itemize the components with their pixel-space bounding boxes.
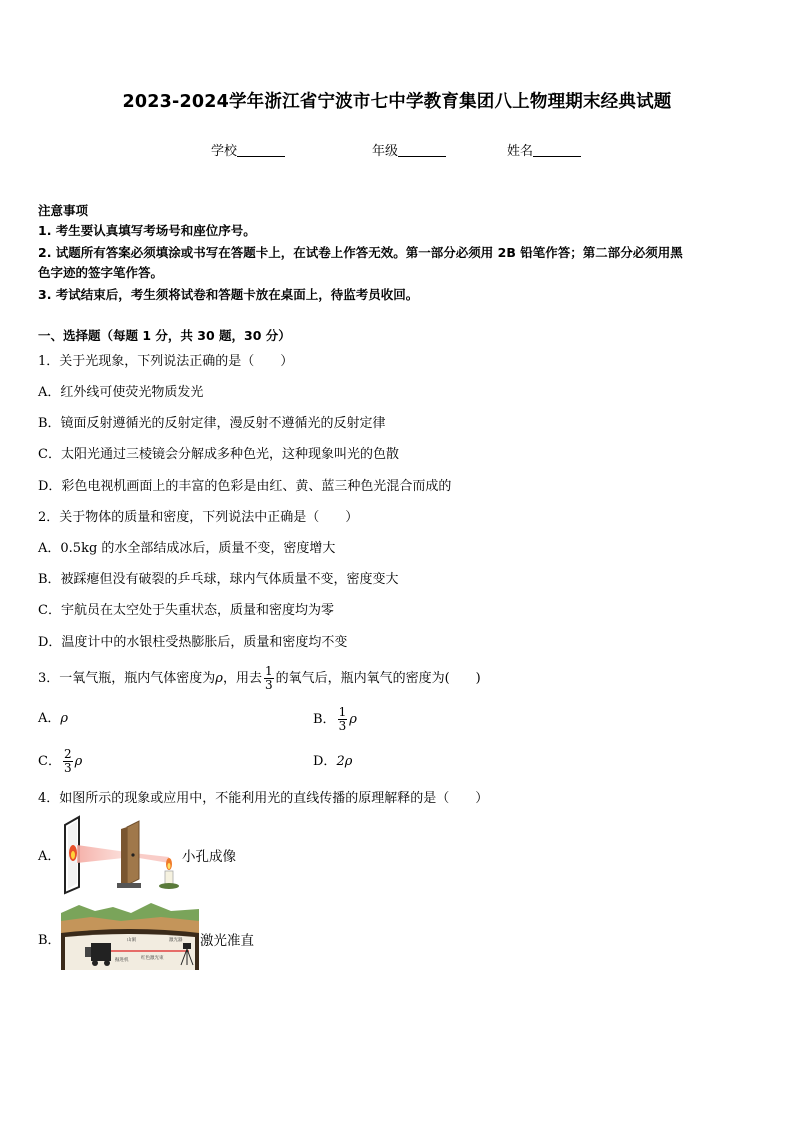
notice-item-3: 3. 考试结束后，考生须将试卷和答题卡放在桌面上，待监考员收回。 (38, 287, 419, 302)
grade-field (372, 140, 446, 159)
grade-blank (398, 143, 446, 157)
q4-option-a-caption: 小孔成像 (182, 849, 236, 865)
q3-option-d-label: D． (313, 754, 337, 769)
q2-option-c: C．宇航员在太空处于失重状态，质量和密度均为零 (38, 603, 334, 618)
notice-heading: 注意事项 (38, 203, 89, 218)
q3-option-b-num: 1 (338, 705, 347, 719)
q3-option-c-label: C． (38, 754, 61, 769)
pinhole-camera-illustration (61, 815, 181, 895)
q3-option-b-den: 3 (338, 719, 347, 733)
q3-rho: ρ (215, 671, 223, 686)
q4-option-b-caption: 激光准直 (200, 933, 254, 949)
q3-option-b-rho: ρ (349, 712, 357, 727)
q2-option-b: B．被踩瘪但没有破裂的乒乓球，球内气体质量不变，密度变大 (38, 572, 399, 587)
section-heading: 一、选择题（每题 1 分，共 30 题，30 分） (38, 328, 291, 343)
school-blank (237, 143, 285, 157)
laser-tunnel-svg (61, 903, 199, 970)
q3-option-a-label: A． (38, 711, 61, 726)
q4-option-a-label: A． (38, 849, 61, 864)
q1-stem: 1．关于光现象，下列说法正确的是（ ） (38, 354, 294, 369)
q3-stem-part-c: 的氧气后，瓶内氧气的密度为( ) (275, 671, 481, 686)
q3-option-c-fraction (63, 748, 73, 775)
name-blank (533, 143, 581, 157)
q3-option-b (313, 701, 357, 739)
q3-option-a-value: ρ (60, 711, 69, 726)
machine-label: 掘进机 (115, 958, 129, 963)
q3-stem-part-a: 3．一氧气瓶，瓶内气体密度为 (38, 671, 216, 686)
school-field (211, 140, 285, 159)
q2-stem: 2．关于物体的质量和密度，下列说法中正确是（ ） (38, 510, 359, 525)
q1-option-c: C．太阳光通过三棱镜会分解成多种色光，这种现象叫光的色散 (38, 447, 399, 462)
q3-option-c-num: 2 (63, 747, 72, 761)
q1-option-a: A．红外线可使荧光物质发光 (38, 385, 204, 400)
q1-option-b: B．镜面反射遵循光的反射定律，漫反射不遵循光的反射定律 (38, 416, 386, 431)
notice-item-2: 2. 试题所有答案必须填涂或书写在答题卡上，在试卷上作答无效。第一部分必须用 2B 铅笔作答；第二部分必须用黑 (38, 245, 683, 260)
q3-option-c-rho: ρ (74, 754, 83, 769)
q3-option-b-fraction (338, 706, 348, 733)
q4-option-b-label: B． (38, 933, 61, 948)
q1-option-d: D．彩色电视机画面上的丰富的色彩是由红、黄、蓝三种色光混合而成的 (38, 479, 452, 494)
q3-stem (38, 660, 481, 698)
laser-label: 激光器 (169, 938, 183, 943)
notice-item-1: 1. 考生要认真填写考场号和座位序号。 (38, 223, 256, 238)
q3-option-d (313, 752, 352, 772)
pinhole-camera-svg (61, 815, 181, 895)
laser-tunnel-illustration (61, 903, 199, 970)
tunnel-label: 山洞 (127, 938, 136, 943)
q3-option-a (38, 709, 68, 729)
school-label: 学校 (211, 144, 238, 159)
page-title: 2023-2024学年浙江省宁波市七中学教育集团八上物理期末经典试题 (122, 92, 672, 112)
q3-frac-num: 1 (264, 664, 273, 678)
q3-option-c-den: 3 (63, 761, 72, 775)
q2-option-a: A．0.5kg 的水全部结成冰后，质量不变，密度增大 (38, 541, 336, 556)
name-field (507, 140, 581, 159)
q3-fraction (264, 665, 274, 692)
q3-stem-part-b: ，用去 (222, 671, 262, 686)
notice-item-2-cont: 色字迹的签字笔作答。 (38, 265, 164, 280)
name-label: 姓名 (507, 144, 534, 159)
grade-label: 年级 (372, 144, 399, 159)
q3-option-c (38, 743, 82, 781)
beam-label: 红色激光束 (141, 956, 164, 961)
q3-frac-den: 3 (264, 678, 273, 692)
q3-option-b-label: B． (313, 712, 336, 727)
q2-option-d: D．温度计中的水银柱受热膨胀后，质量和密度均不变 (38, 635, 348, 650)
q4-stem: 4．如图所示的现象或应用中，不能利用光的直线传播的原理解释的是（ ） (38, 791, 489, 806)
q3-option-d-value: 2ρ (336, 754, 353, 769)
